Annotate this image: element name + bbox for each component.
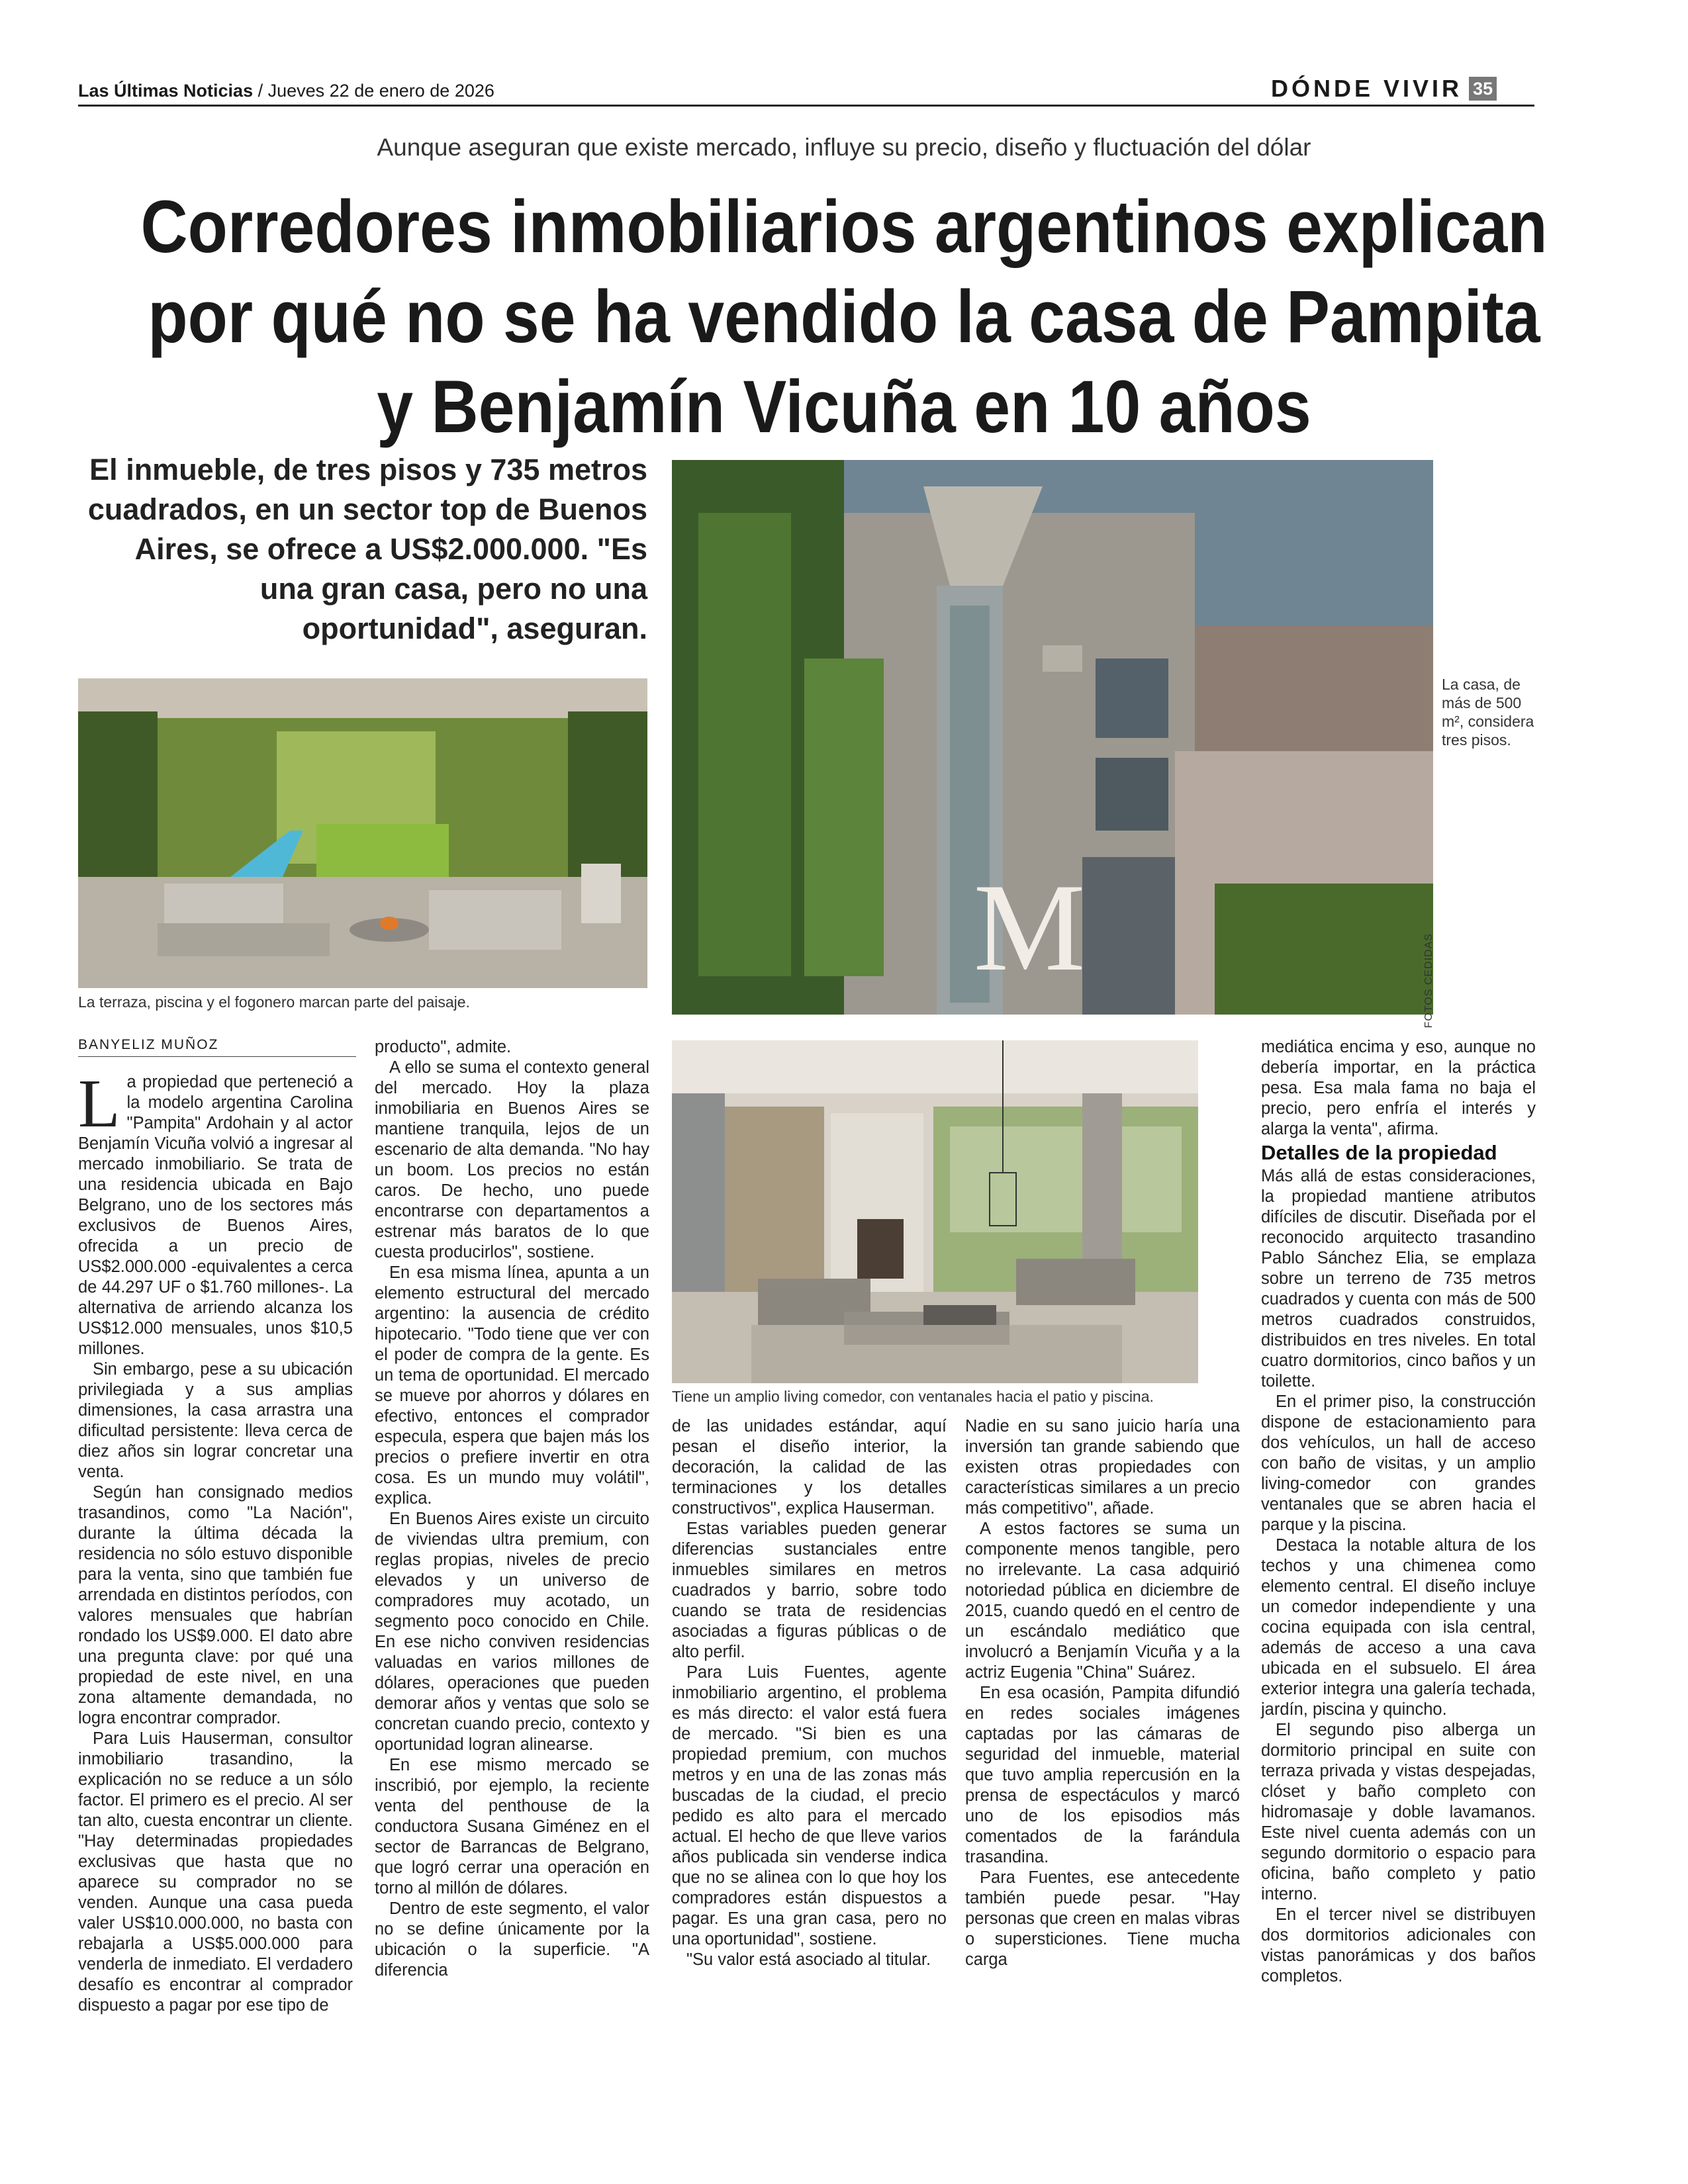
body-column-1 [78,1066,353,2016]
body-paragraph: Destaca la notable altura de los techos y una chimenea como elemento central. El diseño incluye un comedor independiente y una cocina equipada con isla central, además de acceso a una cava ubicada en el subsuelo. El área exterior integra una galería techada, jardín, piscina y quincho. [1261,1536,1536,1719]
section-name: DÓNDE VIVIR [1271,75,1463,102]
header-rule [78,105,1534,107]
body-paragraph: Estas variables pueden generar diferencias sustanciales entre inmuebles similares en metros cuadrados y barrio, sobre todo cuando se trata de residencias asociadas a figuras públicas o de alto perfil. [672,1520,947,1661]
drop-cap: L [78,1066,120,1142]
living-room-caption: Tiene un amplio living comedor, con ventanales hacia el patio y piscina. [672,1388,1154,1405]
body-paragraph: Para Luis Hauserman, consultor inmobiliario trasandino, la explicación no se reduce a un sólo factor. El primero es el precio. Al ser tan alto, cuesta encontrar un cliente. "Hay determinadas propiedades exclusivas que hasta que no aparece su comprador no se venden. Aunque una casa pueda valer US$10.000.000, no basta con rebajarla a US$5.000.000 para venderla de inmediato. El verdadero desafío es encontrar al comprador dispuesto a pagar por ese tipo de [78,1729,353,2015]
body-paragraph: Para Luis Fuentes, agente inmobiliario argentino, el problema es más directo: el valor está fuera de mercado. "Si bien es una propiedad premium, con muchos metros y en una de las zonas más buscadas de la ciudad, el precio pedido es alto para el mercado actual. El hecho de que lleve varios años publicada sin venderse indica que no se alinea con lo que hoy los compradores están dispuestos a pagar. Es una gran casa, pero no una oportunidad", sostiene. [672,1663,947,1948]
byline: BANYELIZ MUÑOZ [78,1037,219,1052]
body-paragraph: Dentro de este segmento, el valor no se define únicamente por la ubicación o la superficie. "A diferencia [375,1899,649,1979]
body-paragraph: El segundo piso alberga un dormitorio principal en suite con terraza privada y vistas despejadas, clóset y baño completo con hidromasaje y doble lavamanos. Este nivel cuenta además con un segundo dormitorio o espacio para oficina, baño completo y patio interno. [1261,1721,1536,1903]
body-paragraph: Según han consignado medios trasandinos, como "La Nación", durante la última década la residencia no sólo estuvo disponible para la venta, sino que también fue arrendada en distintos períodos, con valores mensuales que habrían rondado los US$9.000. El dato abre una pregunta clave: por qué una propiedad de este nivel, en una zona altamente demandada, no logra encontrar comprador. [78,1483,353,1727]
terrace-caption: La terraza, piscina y el fogonero marcan parte del paisaje. [78,993,470,1011]
publication-name: Las Últimas Noticias [78,81,254,101]
body-paragraph: En esa ocasión, Pampita difundió en redes sociales imágenes captadas por las cámaras de seguridad del inmueble, material que tuvo amplia repercusión en la prensa de espectáculos y marcó uno de los episodios más comentados de la farándula trasandina. [965,1684,1240,1866]
body-column-5 [1261,1037,1536,1987]
body-paragraph: A estos factores se suma un componente menos tangible, pero no irrelevante. La casa adquirió notoriedad pública en diciembre de 2015, cuando quedó en el centro de un escándalo mediático que involucró a Benjamín Vicuña y a la actriz Eugenia "China" Suárez. [965,1520,1240,1682]
body-paragraph: "Su valor está asociado al titular. [686,1950,931,1969]
section-label [1271,75,1497,102]
publication-date-line [78,81,494,101]
photo-credit: FOTOS CEDIDAS [1423,933,1434,1028]
body-column-4 [965,1416,1240,1970]
deck: El inmueble, de tres pisos y 735 metros cuadrados, en un sector top de Buenos Aires, se ofrece a US$2.000.000. "Es una gran casa, pero no una oportunidad", aseguran. [87,453,647,645]
living-room-photo [672,1040,1198,1383]
body-paragraph: En el primer piso, la construcción dispone de estacionamiento para dos vehículos, un hall de acceso con baño de visitas, y un amplio living-comedor con grandes ventanales que se abren hacia el parque y la piscina. [1261,1392,1536,1534]
body-column-2 [375,1037,649,1981]
body-paragraph: A ello se suma el contexto general del mercado. Hoy la plaza inmobiliaria en Buenos Aires se mantiene tranquila, lejos de un escenario de alta demanda. "No hay un boom. Los precios no están caros. De hecho, uno puede encontrarse con departamentos a estrenar más baratos de lo que cuesta producirlos", sostiene. [375,1058,649,1261]
body-paragraph: Para Fuentes, ese antecedente también puede pesar. "Hay personas que creen en malas vibras o supersticiones. Tiene mucha carga [965,1868,1240,1969]
watermark-letter: M [973,858,1086,997]
body-paragraph-text: a propiedad que perteneció a la modelo argentina Carolina "Pampita" Ardohain y al actor Benjamín Vicuña volvió a ingresar al mercado inmobiliario. Se trata de una residencia ubicada en Bajo Belgrano, uno de los sectores más exclusivos de Buenos Aires, ofrecida a un precio de US$2.000.000 -equivalentes a cerca de 44.297 UF o $1.760 millones-. La alternativa de arriendo alcanza los US$12.000 mensuales, unos $10,5 millones. [78,1073,353,1358]
body-paragraph: En esa misma línea, apunta a un elemento estructural del mercado argentino: la ausencia de crédito hipotecario. "Todo tiene que ver con el poder de compra de la gente. Es un tema de oportunidad. El mercado se mueve por ahorros y dólares en efectivo, entonces el comprador especula, espera que bajen más los precios o prefiere invertir en otra cosa. Es un mundo muy volátil", explica. [375,1263,649,1508]
facade-photo [672,460,1433,1015]
body-paragraph: Nadie en su sano juicio haría una inversión tan grande sabiendo que existen otras propiedades con características similares a un precio más competitivo", añade. [965,1417,1240,1518]
body-paragraph: En Buenos Aires existe un circuito de viviendas ultra premium, con reglas propias, niveles de precio elevados y un universo de compradores muy acotado, un segmento poco conocido en Chile. En ese nicho conviven residencias valuadas en varios millones de dólares, operaciones que pueden demorar años y ventas que solo se concretan cuando precio, contexto y oportunidad logran alinearse. [375,1510,649,1754]
body-paragraph: producto", admite. [375,1038,512,1056]
body-column-3 [672,1416,947,1970]
body-paragraph: En el tercer nivel se distribuyen dos dormitorios adicionales con vistas panorámicas y dos baños completos. [1261,1905,1536,1985]
page-number: 35 [1469,77,1497,101]
kicker: Aunque aseguran que existe mercado, influye su precio, diseño y fluctuación del dólar [377,134,1311,161]
body-paragraph: Sin embargo, pese a su ubicación privilegiada y a sus amplias dimensiones, la casa arrastra una dificultad persistente: lleva cerca de diez años sin lograr concretar una venta. [78,1360,353,1481]
facade-caption: La casa, de más de 500 m², considera tres pisos. [1442,676,1534,749]
body-paragraph [78,1066,353,1359]
body-paragraph: Más allá de estas consideraciones, la propiedad mantiene atributos difíciles de discutir. Diseñada por el reconocido arquitecto trasandino Pablo Sánchez Elia, se emplaza sobre un terreno de 735 metros cuadrados y cuenta con más de 500 metros cuadrados construidos, distribuidos en tres niveles. En total cuatro dormitorios, cinco baños y un toilette. [1261,1167,1536,1390]
body-paragraph: mediática encima y eso, aunque no debería importar, en la práctica pesa. Esa mala fama no baja el precio, pero enfría el interés y alarga la venta", afirma. [1261,1038,1536,1138]
body-paragraph: de las unidades estándar, aquí pesan el diseño interior, la decoración, la calidad de las terminaciones y los detalles constructivos", explica Hauserman. [672,1417,947,1518]
terrace-photo [78,678,647,988]
body-paragraph: En ese mismo mercado se inscribió, por ejemplo, la reciente venta del penthouse de la conductora Susana Giménez en el sector de Barrancas de Belgrano, que logró cerrar una operación en torno al millón de dólares. [375,1756,649,1897]
header-separator: / [253,81,268,101]
byline-rule [78,1056,356,1057]
section-subhead: Detalles de la propiedad [1261,1141,1497,1164]
headline: Corredores inmobiliarios argentinos explican por qué no se ha vendido la casa de Pampita y Benjamín Vicuña en 10 años [140,185,1548,448]
issue-date: Jueves 22 de enero de 2026 [267,81,494,101]
